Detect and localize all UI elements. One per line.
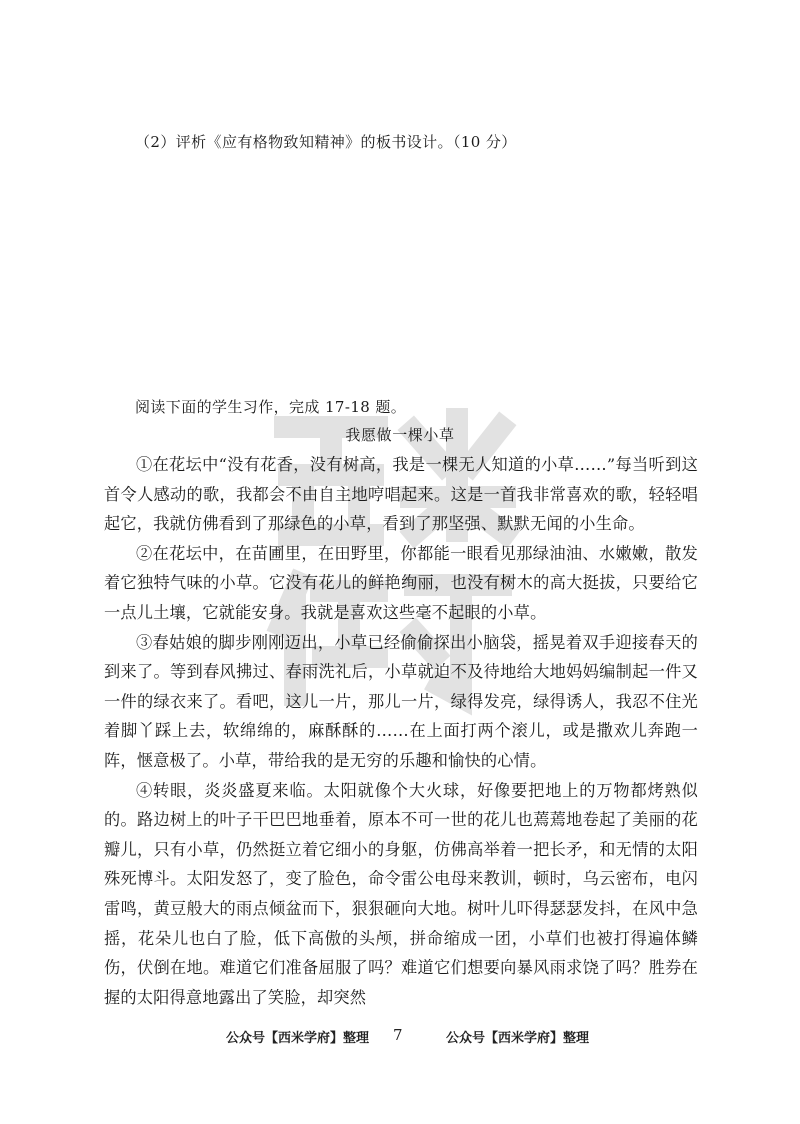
page-footer	[0, 1027, 800, 1047]
footer-credit-left: 公众号【西米学府】整理	[226, 1031, 370, 1046]
footer-credit-right: 公众号【西米学府】整理	[446, 1031, 590, 1046]
page-number: 7	[393, 1026, 403, 1044]
essay-title: 我愿做一棵小草	[345, 426, 455, 444]
essay-paragraph-2: ②在花坛中，在苗圃里，在田野里，你都能一眼看见那绿油油、水嫩嫩，散发着它独特气味的小草。它没有花儿的鲜艳绚丽，也没有树木的高大挺拔，只要给它一点儿土壤，它就能安身。我就是喜欢这些毫不起眼的小草。	[104, 543, 698, 622]
essay-paragraph-3: ③春姑娘的脚步刚刚迈出，小草已经偷偷探出小脑袋，摇晃着双手迎接春天的到来了。等到春风拂过、春雨洗礼后，小草就迫不及待地给大地妈妈编制起一件又一件的绿衣来了。看吧，这儿一片，那儿一片，绿得发亮，绿得诱人，我忍不住光着脚丫踩上去，软绵绵的，麻酥酥的……在上面打两个滚儿，或是撒欢儿奔跑一阵，惬意极了。小草，带给我的是无穷的乐趣和愉快的心情。	[104, 632, 698, 770]
essay-body	[104, 450, 698, 1012]
question-2-prompt: （2）评析《应有格物致知精神》的板书设计。（10 分）	[135, 133, 517, 151]
essay-paragraph-4: ④转眼，炎炎盛夏来临。太阳就像个大火球，好像要把地上的万物都烤熟似的。路边树上的叶子干巴巴地垂着，原本不可一世的花儿也蔫蔫地卷起了美丽的花瓣儿，只有小草，仍然挺立着它细小的身躯，仿佛高举着一把长矛，和无情的太阳殊死博斗。太阳发怒了，变了脸色，命令雷公电母来教训，顿时，乌云密布，电闪雷鸣，黄豆般大的雨点倾盆而下，狠狠砸向大地。树叶儿吓得瑟瑟发抖，在风中急摇，花朵儿也白了脸，低下高傲的头颅，拼命缩成一团，小草们也被打得遍体鳞伤，伏倒在地。难道它们准备屈服了吗？难道它们想要向暴风雨求饶了吗？胜券在握的太阳得意地露出了笑脸，却突然	[104, 780, 698, 1007]
essay-paragraph-1: ①在花坛中“没有花香，没有树高，我是一棵无人知道的小草……”每当听到这首令人感动的歌，我都会不由自主地哼唱起来。这是一首我非常喜欢的歌，轻轻唱起它，我就仿佛看到了那绿色的小草，看到了那坚强、默默无闻的小生命。	[104, 455, 698, 534]
reading-instruction: 阅读下面的学生习作，完成 17-18 题。	[135, 398, 407, 416]
